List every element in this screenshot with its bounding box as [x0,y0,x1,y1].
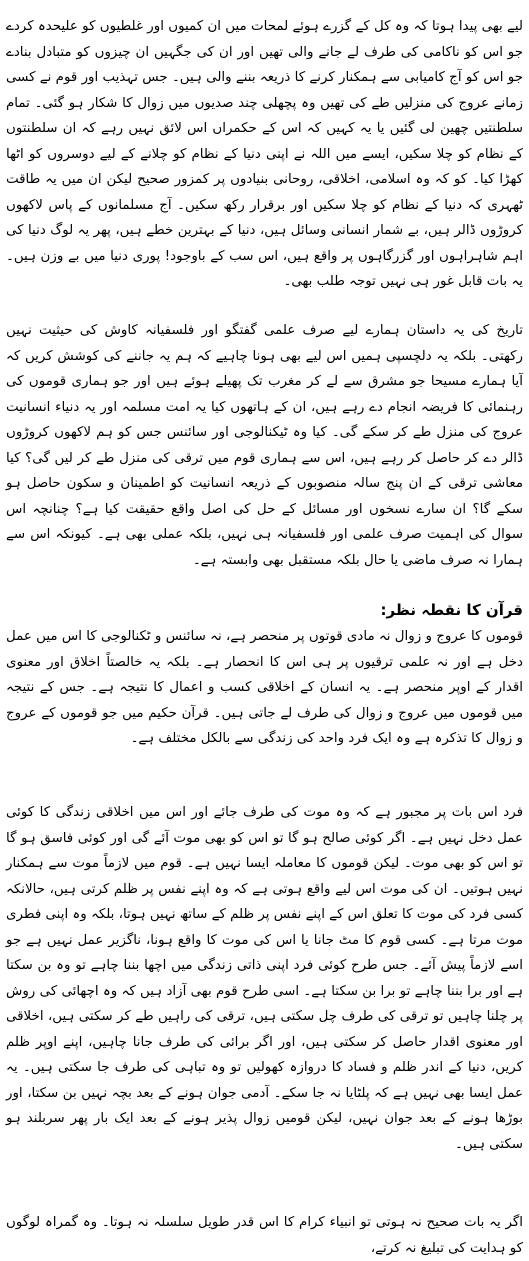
paragraph-4: فرد اس بات پر مجبور ہے کہ وہ موت کی طرف جائے اور اس میں اخلاقی زندگی کا کوئی عمل دخل نہیں ہے۔ اگر کوئی صالح ہو گا تو اس کو بھی موت آئے گی اور کوئی فاسق ہو گا تو اس کو بھی موت۔ لیکن قوموں کا معاملہ ایسا نہیں ہے۔ قوم میں لازماً موت سے ہمکنار نہیں ہوتیں۔ ان کی موت اس لیے واقع ہوتی ہے کہ وہ اپنے نفس پر ظلم کرتی ہیں، حالانکہ کسی فرد کی موت کا تعلق اس کے اپنے نفس پر ظلم کے ساتھ نہیں ہوتا، بلکہ وہ اپنی فطری موت مرتا ہے۔ کسی قوم کا مٹ جانا یا اس کی موت کا واقع ہونا، ناگزیر عمل نہیں ہے جو اسے لازماً پیش آئے۔ جس طرح کوئی فرد اپنی ذاتی زندگی میں اچھا بننا چاہے تو وہ بن سکتا ہے اور برا بننا چاہے تو برا بن سکتا ہے۔ اسی طرح قوم بھی آزاد ہیں کہ وہ اچھائی کی روش پر چلنا چاہیں تو ترقی کی طرف چل سکتی ہیں، ترقی کی راہیں طے کر سکتی ہیں، اخلاقی اور معنوی اقدار حاصل کر سکتی ہیں، اور اگر برائی کی طرف جانا چاہیں، اپنے اوپر ظلم کریں، دنیا کے اندر ظلم و فساد کا دروازہ کھولیں تو وہ تباہی کی طرف جا سکتی ہیں۔ یہ عمل ایسا بھی نہیں ہے کہ پلٹایا نہ جا سکے۔ آدمی جوان ہونے کے بعد بچہ نہیں بن سکتا، اور بوڑھا ہونے کے بعد جوان نہیں، لیکن قومیں زوال پذیر ہونے کے بعد ایک بار پھر سربلند ہو سکتی ہیں۔ [6,805,523,1152]
section-heading: قرآن کا نقطہ نظر: [380,601,523,619]
paragraph-2: تاریخ کی یہ داستان ہمارے لیے صرف علمی گفتگو اور فلسفیانہ کاوش کی حیثیت نہیں رکھتی۔ بلکہ یہ دلچسپی ہمیں اس لیے بھی ہونا چاہیے کہ ہم یہ جاننے کی کوشش کریں کہ آیا ہمارے مسیحا جو مشرق سے لے کر مغرب تک پھیلے ہوئے ہیں اور جو ہماری قوموں کی رہنمائی کا فریضہ انجام دے رہے ہیں، ان کے ہاتھوں کیا یہ امت مسلمہ اور یہ دنیاء انسانیت عروج کی منزل طے کر سکے گی۔ کیا وہ ٹیکنالوجی اور سائنس جس کو ہم لاکھوں کروڑوں ڈالر دے کر حاصل کر رہے ہیں، اس سے ہماری قوم میں ترقی کی منزل طے کر لیں گی؟ کیا معاشی ترقی کے ان پنج سالہ منصوبوں کے ذریعہ انسانیت کو اطمینان و سکون حاصل ہو سکے گا؟ ان سارے نسخوں اور مسائل کے حل کی اصل واقع حقیقت کیا ہے؟ چنانچہ اس سوال کی اہمیت صرف علمی اور فلسفیانہ ہی نہیں، بلکہ عملی بھی ہے۔ کیونکہ اس سے ہمارا نہ صرف ماضی یا حال بلکہ مستقبل بھی وابستہ ہے۔ [6,323,523,568]
paragraph-3: قوموں کا عروج و زوال نہ مادی قوتوں پر منحصر ہے، نہ سائنس و ٹکنالوجی کا اس میں عمل دخل ہے اور نہ علمی ترقیوں پر ہی اس کا انحصار ہے۔ بلکہ یہ خالصتاً اخلاق اور معنوی اقدار کے اوپر منحصر ہے۔ یہ انسان کے اخلاقی کسب و اعمال کا نتیجہ ہے۔ جس کے نتیجہ میں قوموں میں عروج و زوال کی طرف لے جاتی ہیں۔ قرآن حکیم میں جو قوموں کے عروج و زوال کا تذکرہ ہے وہ ایک فرد واحد کی زندگی سے بالکل مختلف ہے۔ [6,629,523,746]
paragraph-1: لیے بھی پیدا ہوتا کہ وہ کل کے گزرے ہوئے لمحات میں ان کمیوں اور غلطیوں کو علیحدہ کردے جو اس کو ناکامی کی طرف لے جانے والی تھیں اور ان کی جگہیں ان چیزوں کو متبادل بنادے جو اس کو آج کامیابی سے ہمکنار کرنے کا ذریعہ بننے والی ہیں۔ جس تہذیب اور قوم نے کسی زمانے عروج کی منزلیں طے کی تھیں وہ پچھلی چند صدیوں میں زوال کا شکار ہو گئی۔ تمام سلطنتیں چھین لی گئیں یا یہ کہیں کہ اس کے حکمراں اس لائق نہیں رہے کہ ان سلطنتوں کے نظام کو چلا سکیں، ایسے میں اللہ نے اپنی دنیا کے نظام کو چلانے کے لیے دوسروں کو اٹھا کھڑا کیا۔ کو کہ وہ اسلامی، اخلاقی، روحانی بنیادوں پر کمزور صحیح لیکن ان میں یہ طاقت ٹھہری کہ دنیا کے نظام کو چلا سکیں اور برقرار رکھ سکیں۔ آج مسلمانوں کے پاس لاکھوں کروڑوں ڈالر ہیں، بے شمار انسانی وسائل ہیں، دنیا کے بہترین خطے ہیں، پھر یہ لوگ دنیا کی اہم شاہراہوں اور گزرگاہوں پر واقع ہیں، اس سب کے باوجود! پوری دنیا میں بے وزن ہیں۔ یہ بات قابل غور ہی نہیں توجہ طلب بھی۔ [6,19,523,289]
paragraph-5: اگر یہ بات صحیح نہ ہوتی تو انبیاء کرام کا اس قدر طویل سلسلہ نہ ہوتا۔ وہ گمراہ لوگوں کو ہدایت کی تبلیغ نہ کرتے، [6,1215,523,1256]
